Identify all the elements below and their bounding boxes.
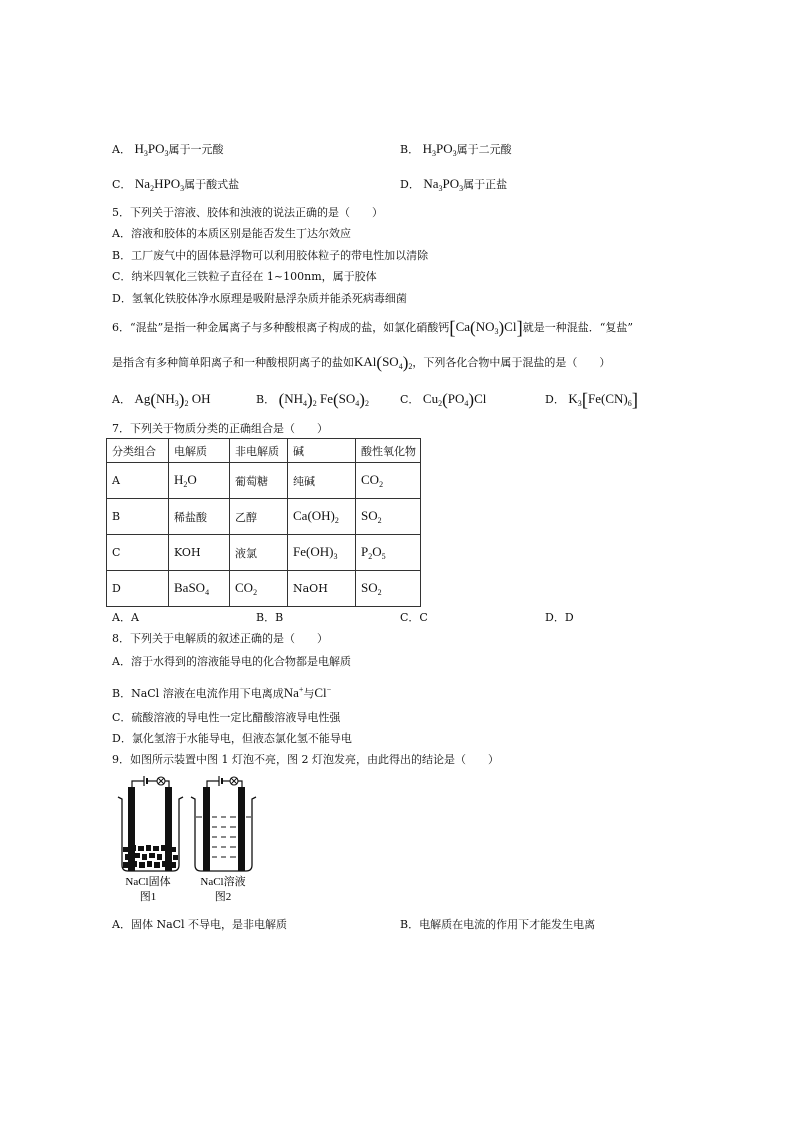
table-cell: $SO_2$ bbox=[356, 499, 421, 535]
electrode-icon bbox=[238, 787, 245, 871]
formula: Cl− bbox=[314, 685, 332, 700]
q6-option-b: B． $(NH_4)_2$ $Fe(SO_4)_2$ bbox=[256, 390, 369, 409]
q5-stem: 5．下列关于溶液、胶体和浊液的说法正确的是（ ） bbox=[112, 206, 383, 219]
table-cell: B bbox=[107, 499, 169, 535]
q6-option-c: C． $Cu_2(PO_4)Cl$ bbox=[400, 390, 487, 409]
q4-option-c bbox=[112, 177, 239, 196]
q7-option-c: C．C bbox=[400, 611, 428, 624]
formula: $H_3PO_3$ bbox=[134, 141, 169, 158]
q6-stem-line2: 是指含有多种简单阳离子和一种酸根阴离子的盐如$KAl(SO_4)_2$，下列各化合物中属于混盐的是（ ） bbox=[112, 353, 611, 372]
table-cell: 葡萄糖 bbox=[230, 463, 288, 499]
formula: $H_3PO_3$ bbox=[422, 141, 457, 158]
q8-stem: 8．下列关于电解质的叙述正确的是（ ） bbox=[112, 632, 328, 645]
figure-1-label: NaCl固体 bbox=[125, 876, 171, 888]
q4-option-a bbox=[112, 142, 223, 161]
figure-1-caption: 图1 bbox=[139, 891, 157, 903]
conductivity-apparatus-figure bbox=[104, 775, 264, 905]
table-cell: 稀盐酸 bbox=[169, 499, 230, 535]
table-row bbox=[107, 535, 421, 571]
table-cell: KOH bbox=[169, 535, 230, 571]
option-text: 属于二元酸 bbox=[456, 143, 512, 156]
option-text: 属于酸式盐 bbox=[184, 178, 240, 191]
q7-stem: 7．下列关于物质分类的正确组合是（ ） bbox=[112, 422, 328, 435]
option-text: 属于一元酸 bbox=[168, 143, 224, 156]
formula: $Cu_2(PO_4)Cl$ bbox=[422, 390, 487, 409]
formula: $Na_3PO_3$ bbox=[423, 176, 464, 193]
q8-option-c: C．硫酸溶液的导电性一定比醋酸溶液导电性强 bbox=[112, 711, 341, 724]
figure-2-label: NaCl溶液 bbox=[200, 876, 246, 888]
formula: $(NH_4)_2$ $Fe(SO_4)_2$ bbox=[278, 390, 369, 409]
table-cell: C bbox=[107, 535, 169, 571]
beaker-icon bbox=[191, 797, 256, 871]
table-row bbox=[107, 571, 421, 607]
q8-option-a: A．溶于水得到的溶液能导电的化合物都是电解质 bbox=[112, 655, 351, 668]
q4-option-d bbox=[400, 177, 507, 196]
q7-option-a: A．A bbox=[112, 611, 139, 624]
option-letter: C． bbox=[112, 178, 132, 191]
option-letter: B． bbox=[400, 143, 420, 156]
q7-option-d: D．D bbox=[545, 611, 574, 624]
q4-option-b bbox=[400, 142, 512, 161]
q5-option-d: D．氢氧化铁胶体净水原理是吸附悬浮杂质并能杀死病毒细菌 bbox=[112, 292, 407, 305]
table-cell: 纯碱 bbox=[288, 463, 356, 499]
table-cell: $CO_2$ bbox=[230, 571, 288, 607]
wire-icon bbox=[207, 781, 219, 787]
formula: $Ag(NH_3)_2$ OH bbox=[134, 390, 211, 409]
table-cell: $H_2O$ bbox=[169, 463, 230, 499]
figure-1-apparatus bbox=[118, 776, 183, 871]
table-cell: BaSO$_4$ bbox=[169, 571, 230, 607]
table-cell: 液氯 bbox=[230, 535, 288, 571]
table-cell: $P_2O_5$ bbox=[356, 535, 421, 571]
table-cell: 乙醇 bbox=[230, 499, 288, 535]
q6-option-d: D． $K_3[Fe(CN)_6]$ bbox=[545, 390, 639, 411]
electrode-icon bbox=[203, 787, 210, 871]
electrode-icon bbox=[165, 787, 172, 871]
classification-table bbox=[106, 438, 421, 607]
q5-option-a: A．溶液和胶体的本质区别是能否发生丁达尔效应 bbox=[112, 227, 351, 240]
q9-option-b: B．电解质在电流的作用下才能发生电离 bbox=[400, 918, 596, 931]
table-header: 碱 bbox=[288, 439, 356, 463]
formula: Na+ bbox=[283, 685, 304, 700]
formula: $KAl(SO_4)_2$ bbox=[354, 353, 413, 372]
formula: $[Ca(NO_3)Cl]$ bbox=[449, 318, 523, 339]
table-header: 非电解质 bbox=[230, 439, 288, 463]
q5-option-b: B．工厂废气中的固体悬浮物可以利用胶体粒子的带电性加以清除 bbox=[112, 249, 429, 262]
table-cell: D bbox=[107, 571, 169, 607]
figure-2-caption: 图2 bbox=[214, 891, 232, 903]
q7-option-b: B．B bbox=[256, 611, 284, 624]
table-row bbox=[107, 499, 421, 535]
formula: $K_3[Fe(CN)_6]$ bbox=[568, 390, 639, 411]
option-text: 属于正盐 bbox=[463, 178, 508, 191]
table-header: 电解质 bbox=[169, 439, 230, 463]
q6-stem-line1: 6．“混盐”是指一种金属离子与多种酸根离子构成的盐，如氯化硝酸钙$[Ca(NO_3)Cl]$就是一种混盐．“复盐” bbox=[112, 318, 634, 339]
q8-option-d: D．氯化氢溶于水能导电，但液态氯化氢不能导电 bbox=[112, 732, 352, 745]
table-header: 酸性氧化物 bbox=[356, 439, 421, 463]
table-cell: $Ca(OH)_2$ bbox=[288, 499, 356, 535]
option-letter: A． bbox=[112, 143, 131, 156]
q9-stem: 9．如图所示装置中图 1 灯泡不亮，图 2 灯泡发亮，由此得出的结论是（ ） bbox=[112, 753, 499, 766]
q6-option-a: A． $Ag(NH_3)_2$ OH bbox=[112, 390, 211, 409]
figure-2-apparatus bbox=[191, 776, 256, 871]
q5-option-c: C．纳米四氧化三铁粒子直径在 1~100nm，属于胶体 bbox=[112, 270, 377, 283]
q9-option-a: A．固体 NaCl 不导电，是非电解质 bbox=[112, 918, 288, 931]
q8-option-b: B．NaCl 溶液在电流作用下电离成Na+与Cl− bbox=[112, 685, 332, 700]
table-cell: $Fe(OH)_3$ bbox=[288, 535, 356, 571]
formula: $Na_2HPO_3$ bbox=[134, 176, 185, 193]
table-cell: A bbox=[107, 463, 169, 499]
table-cell: $CO_2$ bbox=[356, 463, 421, 499]
wire-icon bbox=[132, 781, 144, 787]
option-letter: D． bbox=[400, 178, 420, 191]
table-row bbox=[107, 463, 421, 499]
table-cell: $SO_2$ bbox=[356, 571, 421, 607]
table-header-row bbox=[107, 439, 421, 463]
table-cell: NaOH bbox=[288, 571, 356, 607]
table-header: 分类组合 bbox=[107, 439, 169, 463]
